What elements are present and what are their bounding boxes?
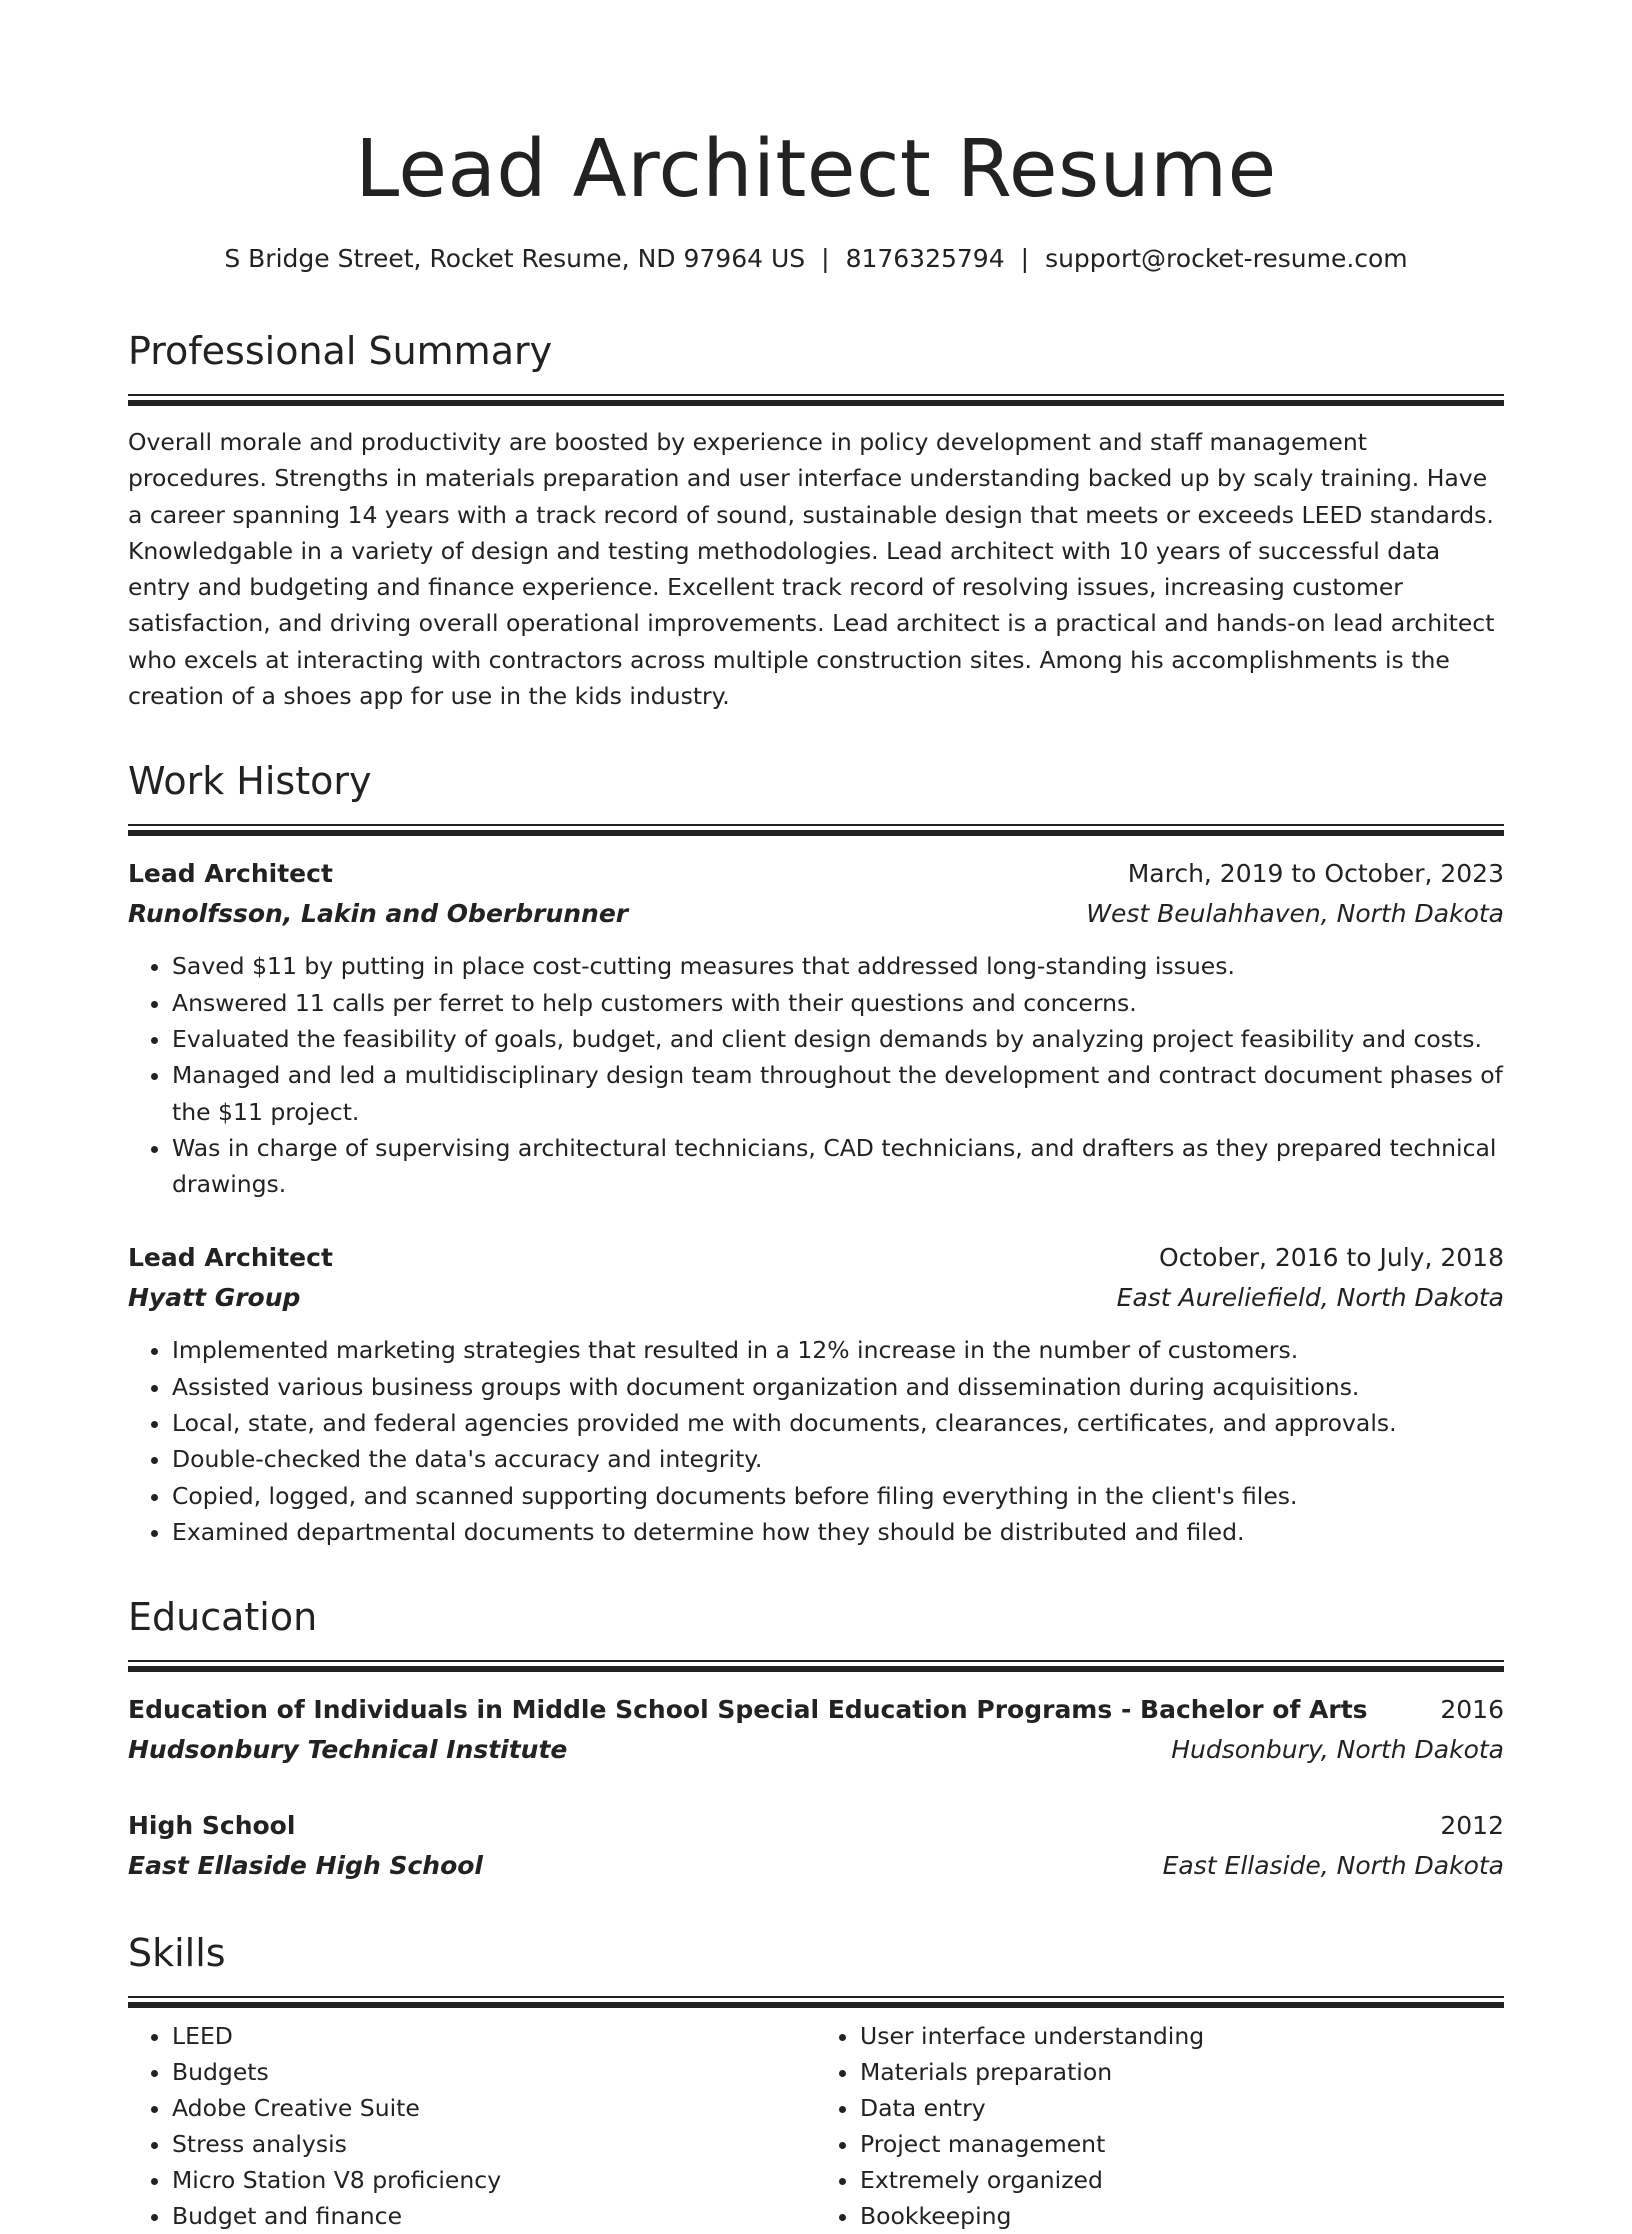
list-item: • Extremely organized [860, 2162, 1504, 2198]
section-heading-summary: Professional Summary [128, 329, 553, 373]
education-year: 2016 [1440, 1695, 1504, 1725]
education-degree: High School [128, 1811, 296, 1841]
section-heading-work: Work History [128, 759, 372, 804]
list-item: • Micro Station V8 proficiency [172, 2162, 816, 2198]
section-heading-education: Education [128, 1595, 318, 1640]
list-item: • Materials preparation [860, 2054, 1504, 2090]
list-item: • Answered 11 calls per ferret to help customers with their questions and concerns. [172, 985, 1504, 1021]
phone-text: 8176325794 [845, 244, 1005, 273]
divider [128, 394, 1504, 396]
education-school: Hudsonbury Technical Institute [128, 1735, 568, 1765]
list-item: • Copied, logged, and scanned supporting documents before filing everything in the client's files. [172, 1478, 1504, 1514]
list-item: • User interface understanding [860, 2018, 1504, 2054]
job-dates: October, 2016 to July, 2018 [1158, 1243, 1504, 1273]
job-company-row [128, 894, 1504, 934]
separator: | [821, 244, 830, 273]
skills-columns [128, 2018, 1504, 2234]
job-bullets [128, 948, 1504, 1202]
divider [128, 2002, 1504, 2008]
list-item: • Stress analysis [172, 2126, 816, 2162]
list-item: • Budgets [172, 2054, 816, 2090]
job-company: Hyatt Group [128, 1283, 301, 1313]
list-item: • Assisted various business groups with document organization and dissemination during acquisitions. [172, 1369, 1504, 1405]
list-item: • Managed and led a multidisciplinary design team throughout the development and contract document phases of the $11 project. [172, 1057, 1504, 1130]
education-entry [128, 1690, 1504, 1770]
education-year: 2012 [1440, 1811, 1504, 1841]
job-entry [128, 1238, 1504, 1550]
education-school-row [128, 1846, 1504, 1886]
job-location: East Aureliefield, North Dakota [1116, 1283, 1504, 1313]
job-company-row [128, 1278, 1504, 1318]
skills-section [128, 1930, 1504, 2234]
list-item: • Saved $11 by putting in place cost-cutting measures that addressed long-standing issues. [172, 948, 1504, 984]
divider [128, 824, 1504, 826]
summary-section [128, 328, 1504, 714]
list-item: • Implemented marketing strategies that resulted in a 12% increase in the number of customers. [172, 1332, 1504, 1368]
education-location: East Ellaside, North Dakota [1162, 1851, 1504, 1881]
list-item: • Bookkeeping [860, 2198, 1504, 2234]
list-item: • Budget and finance [172, 2198, 816, 2234]
education-section [128, 1594, 1504, 1886]
divider [128, 1996, 1504, 1998]
job-header-row [128, 854, 1504, 894]
list-item: • Adobe Creative Suite [172, 2090, 816, 2126]
job-location: West Beulahhaven, North Dakota [1086, 899, 1504, 929]
job-entry [128, 854, 1504, 1202]
skills-list-left [128, 2018, 816, 2234]
list-item: • Data entry [860, 2090, 1504, 2126]
list-item: • Evaluated the feasibility of goals, budget, and client design demands by analyzing project feasibility and costs. [172, 1021, 1504, 1057]
job-header-row [128, 1238, 1504, 1278]
separator: | [1020, 244, 1030, 273]
education-school-row [128, 1730, 1504, 1770]
job-company: Runolfsson, Lakin and Oberbrunner [128, 899, 629, 929]
education-school: East Ellaside High School [128, 1851, 484, 1881]
email-link[interactable]: support@rocket-resume.com [1045, 244, 1408, 273]
education-entry [128, 1806, 1504, 1886]
divider [128, 1666, 1504, 1672]
education-header-row [128, 1690, 1504, 1730]
job-bullets [128, 1332, 1504, 1550]
list-item: • Was in charge of supervising architectural technicians, CAD technicians, and drafters as they prepared technical drawings. [172, 1130, 1504, 1203]
address-text: S Bridge Street, Rocket Resume, ND 97964 US [224, 244, 806, 273]
section-heading-skills: Skills [128, 1931, 226, 1976]
page-title: Lead Architect Resume [355, 123, 1277, 215]
work-history-section [128, 758, 1504, 1550]
skills-list-right [816, 2018, 1504, 2234]
education-location: Hudsonbury, North Dakota [1171, 1735, 1504, 1765]
job-title: Lead Architect [128, 1243, 333, 1273]
list-item: • Local, state, and federal agencies provided me with documents, clearances, certificates, and approvals. [172, 1405, 1504, 1441]
job-dates: March, 2019 to October, 2023 [1127, 859, 1504, 889]
contact-line [128, 242, 1504, 276]
divider [128, 1660, 1504, 1662]
list-item: • LEED [172, 2018, 816, 2054]
list-item: • Project management [860, 2126, 1504, 2162]
divider [128, 830, 1504, 836]
list-item: • Double-checked the data's accuracy and integrity. [172, 1441, 1504, 1477]
job-title: Lead Architect [128, 859, 333, 889]
list-item: • Examined departmental documents to determine how they should be distributed and filed. [172, 1514, 1504, 1550]
education-degree: Education of Individuals in Middle School Special Education Programs - Bachelor of Arts [128, 1695, 1368, 1725]
education-header-row [128, 1806, 1504, 1846]
divider [128, 400, 1504, 406]
summary-text: Overall morale and productivity are boosted by experience in policy development and staff management procedures. Strengths in materials preparation and user interface understanding backed up by scaly training. Have a career spanning 14 years with a track record of sound, sustainable design that meets or exceeds LEED standards. Knowledgable in a variety of design and testing methodologies. Lead architect with 10 years of successful data entry and budgeting and finance experience. Excellent track record of resolving issues, increasing customer satisfaction, and driving overall operational improvements. Lead architect is a practical and hands-on lead architect who excels at interacting with contractors across multiple construction sites. Among his accomplishments is the creation of a shoes app for use in the kids industry. [128, 428, 1495, 711]
